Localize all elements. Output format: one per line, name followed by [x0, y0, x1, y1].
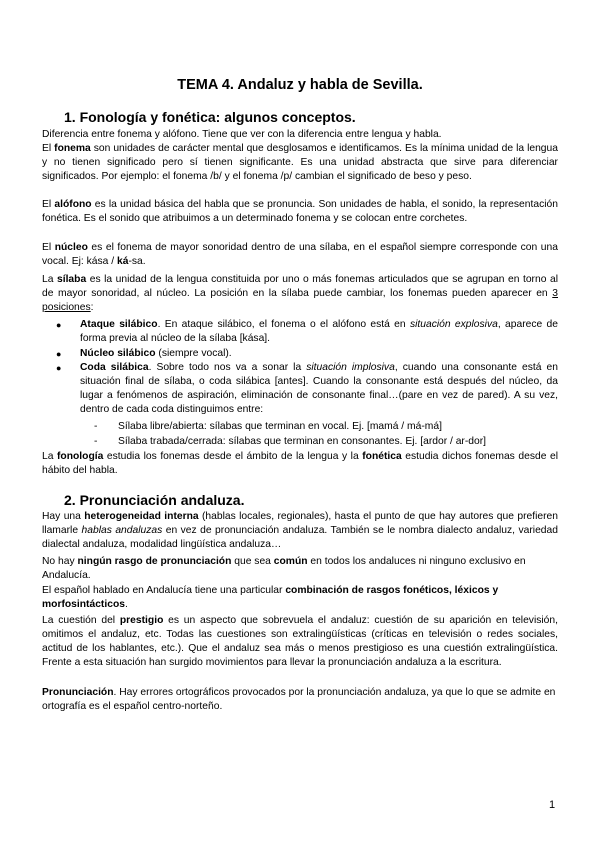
paragraph-fonema: El fonema son unidades de carácter mental que desglosamos e identificamos. Es la mínima unidad de la lengua y no tienen significado pero sí tienen significante. Es una unidad abstracta que sirve para diferenciar significados. Por ejemplo: el fonema /b/ y el fonema /p/ cambian el significado de beso y peso. — [42, 143, 558, 183]
term-fonema: fonema — [54, 143, 91, 154]
bullet-icon: ● — [56, 363, 62, 373]
dash-icon: - — [94, 436, 98, 447]
paragraph-fonologia: La fonología estudia los fonemas desde el ámbito de la lengua y la fonética estudia dichos fonemas desde el hábito del habla. — [42, 451, 558, 477]
dash-icon: - — [94, 421, 98, 432]
document-title: TEMA 4. Andaluz y habla de Sevilla. — [177, 77, 423, 93]
term-nucleo: núcleo — [54, 242, 88, 253]
paragraph-prestigio: La cuestión del prestigio es un aspecto que sobrevuela el andaluz: cuestión de su aparición en televisión, omitimos el andaluz, etc. Todas las cuestiones son extralingüísticas (críticas en televisión o redes sociales, actitud de los hablantes, etc.). Que el andaluz sea más o menos prestigioso es una cuestión extralingüística. Frente a esta situación han surgido movimientos para llevar la pronunciación andaluza a la escritura. — [42, 615, 558, 669]
term-alofono: alófono — [54, 199, 92, 210]
paragraph-rasgo: No hay ningún rasgo de pronunciación que sea común en todos los andaluces ni ninguno exclusivo en Andalucía. — [42, 556, 526, 582]
page-number: 1 — [549, 799, 556, 811]
paragraph-heterogeneidad: Hay una heterogeneidad interna (hablas locales, regionales), hasta el punto de que hay autores que prefieren llamarle hablas andaluzas en vez de pronunciación andaluza. También se le nombra dialecto andaluz, variedad dialectal andaluza, modalidad lingüística andaluza… — [42, 511, 558, 551]
paragraph-intro: Diferencia entre fonema y alófono. Tiene que ver con la diferencia entre lengua y habla. — [42, 129, 442, 140]
section-2-heading: 2. Pronunciación andaluza. — [64, 492, 245, 508]
section-1-heading: 1. Fonología y fonética: algunos conceptos. — [64, 109, 356, 125]
bullet-icon: ● — [56, 349, 62, 359]
term-silaba: sílaba — [56, 274, 87, 285]
paragraph-pronunciacion: Pronunciación. Hay errores ortográficos provocados por la pronunciación andaluza, ya que lo que se admite en ortografía es el español centro-norteño. — [42, 687, 556, 713]
paragraph-silaba: La sílaba es la unidad de la lengua constituida por uno o más fonemas articulados que se agrupan en torno al de mayor sonoridad, al núcleo. La posición en la sílaba puede cambiar, los fonemas pueden aparecer en 3 posiciones: — [42, 274, 558, 314]
bullet-icon: ● — [56, 320, 62, 330]
paragraph-combinacion: El español hablado en Andalucía tiene una particular combinación de rasgos fonéticos, léxicos y morfosintácticos. — [42, 585, 499, 611]
document-page: TEMA 4. Andaluz y habla de Sevilla. 1. Fonología y fonética: algunos conceptos. Diferencia entre fonema y alófono. Tiene que ver con la diferencia entre lengua y habla. El fonema son unidades de carácter mental que desglosamos e identificamos. Es la mínima unidad de la lengua y no tienen significado pero sí tienen significante. Es una unidad abstracta que sirve para diferenciar significados. Por ejemplo: el fonema /b/ y el fonema /p/ cambian el significado de beso y peso. El alófono es la unidad básica del habla que se pronuncia. Son unidades de habla, el sonido, la representación fonética. Es el sonido que atribuimos a un determinado fonema y se colocan entre corchetes. El núcleo es el fonema de mayor sonoridad dentro de una sílaba, en el español siempre corresponde con una vocal. Ej: kása / ká-sa. La sílaba es la unidad de la lengua constituida por uno o más fonemas articulados que se agrupan en torno al de mayor sonoridad, al núcleo. La posición en la sílaba puede cambiar, los fonemas pueden aparecer en 3 posiciones: ● Ataque silábico. En ataque silábico, el fonema o el alófono está en situación explosiva, aparece de forma previa al núcleo de la sílaba [kása]. ● Núcleo silábico (siempre vocal). ● Coda silábica. Sobre todo nos va a sonar la situación implosiva, cuando una consonante está en situación final de sílaba, o coda silábica [antes]. Cuando la consonante está después del núcleo, da lugar a fenómenos de aspiración, eliminación de consonante final…(pare en vez de pared). A su vez, dentro de cada coda distinguimos entre: - Sílaba libre/abierta: sílabas que terminan en vocal. Ej. [mamá / má-má] - Sílaba trabada/cerrada: sílabas que terminan en consonantes. Ej. [ardor / ar-dor] La fonología estudia los fonemas desde el ámbito de la lengua y la fonética estudia dichos fonemas desde el hábito del habla. 2. Pronunciación andaluza. Hay una heterogeneidad interna (hablas locales, regionales), hasta el punto de que hay autores que prefieren llamarle hablas andaluzas en vez de pronunciación andaluza. También se le nombra dialecto andaluz, variedad dialectal andaluza, modalidad lingüística andaluza… No hay ningún rasgo de pronunciación que sea común en todos los andaluces ni ninguno exclusivo en Andalucía. El español hablado en Andalucía tiene una particular combinación de rasgos fonéticos, léxicos y morfosintácticos. La cuestión del prestigio es un aspecto que sobrevuela el andaluz: cuestión de su aparición en televisión, omitimos el andaluz, etc. Todas las cuestiones son extralingüísticas (críticas en televisión o redes sociales, actitud de los hablantes, etc.). Que el andaluz sea más o menos prestigioso es una cuestión extralingüística. Frente a esta situación han surgido movimientos para llevar la pronunciación andaluza a la escritura. Pronunciación. Hay errores ortográficos provocados por la pronunciación andaluza, ya que lo que se admite en ortografía es el español centro-norteño. 1 — [0, 0, 600, 848]
paragraph-alofono: El alófono es la unidad básica del habla que se pronuncia. Son unidades de habla, el sonido, la representación fonética. Es el sonido que atribuimos a un determinado fonema y se colocan entre corchetes. — [42, 199, 558, 225]
paragraph-nucleo: El núcleo es el fonema de mayor sonoridad dentro de una sílaba, en el español siempre corresponde con una vocal. Ej: kása / ká-sa. — [42, 242, 558, 268]
